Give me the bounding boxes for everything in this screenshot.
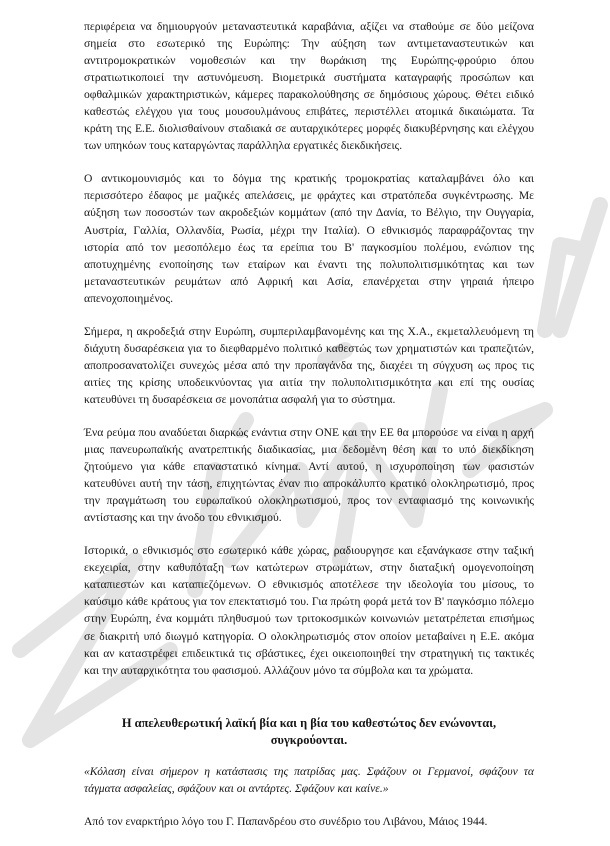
document-body	[84, 18, 534, 846]
paragraph-3: Σήμερα, η ακροδεξιά στην Ευρώπη, συμπεριλαμβανομένης και της Χ.Α., εκμεταλλευόμενη τη διάχυτη δυσαρέσκεια για το διεφθαρμένο πολιτικό καθεστώς των χρηματιστών και τραπεζιτών, αποπροσανατολίζει συνεχώς μέσα από την προπαγάνδα της, διαχέει τη σύγχυση ως προς τις αιτίες της κρίσης υποδεικνύοντας για αιτία την πολυπολιτισμικότητα και επί της ουσίας κατευθύνει τη δυσαρέσκεια σε μονοπάτια ασφαλή για το σύστημα.	[84, 324, 534, 406]
heading-line-2: συγκρούονται.	[270, 732, 348, 747]
paragraph-1: περιφέρεια να δημιουργούν μεταναστευτικά καραβάνια, αξίζει να σταθούμε σε δύο μείζονα σημεία στο εσωτερικό της Ευρώπης: Την αύξηση των αντιμεταναστευτικών και αντιτρομοκρατικών νομοθεσιών και την θωράκιση της Ευρώπης-φρούριο όπου στρατιωτικοποιεί την αστυνόμευση. Βιομετρικά συστήματα καταγραφής προσώπων και οφθαλμικών χαρακτηριστικών, κάμερες παρακολούθησης σε δημόσιους χώρους. Θέτει ειδικό καθεστώς ελέγχου για τους μουσουλμάνους επιβάτες, περιστέλλει ατομικά δικαιώματα. Τα κράτη της Ε.Ε. διολισθαίνουν σταδιακά σε αυταρχικότερες μορφές διακυβέρνησης και ελέγχου των υπηκόων τους καταργώντας παράλληλα εργατικές διεκδικήσεις.	[84, 20, 534, 153]
section-heading	[84, 715, 534, 749]
paragraph-4: Ένα ρεύμα που αναδύεται διαρκώς ενάντια στην ΟΝΕ και την ΕΕ θα μπορούσε να είναι η αρχή μιας πανευρωπαϊκής ανατρεπτικής διαδικασίας, μια δεδομένη θέση και το υπό διεκδίκηση ζητούμενο για κάθε επαναστατικό κίνημα. Αντί αυτού, η ισχυροποίηση των φασιστών κατευθύνει αυτή την τάση, επιχητώντας έναν πιο απροκάλυπτο κρατικό ολοκληρωτισμό, προς την πραγμάτωση του ευρωπαϊκού ολοκληρωτισμού, προς τον ενταφιασμό της κοινωνικής αντίστασης και την άνοδο του εθνικισμού.	[84, 425, 534, 525]
heading-line-1: Η απελευθερωτική λαϊκή βία και η βία του καθεστώτος δεν ενώνονται,	[121, 715, 497, 730]
quote-text: «Κόλαση είναι σήμερον η κατάστασις της πατρίδας μας. Σφάζουν οι Γερμανοί, σφάζουν τα τάγματα ασφαλείας, σφάζουν και οι αντάρτες. Σφάζουν και καίνε.»	[84, 764, 534, 795]
quote-source: Από τον εναρκτήριο λόγο του Γ. Παπανδρέου στο συνέδριο του Λιβάνου, Μάιος 1944.	[84, 814, 488, 828]
paragraph-2: Ο αντικομουνισμός και το δόγμα της κρατικής τρομοκρατίας καταλαμβάνει όλο και περισσότερο έδαφος με μαζικές απελάσεις, με φράχτες και στρατόπεδα συγκέντρωσης. Με αύξηση των ποσοστών των ακροδεξιών κομμάτων (από την Δανία, το Βέλγιο, την Ουγγαρία, Αυστρία, Γαλλία, Ολλανδία, Ρωσία, μέχρι την Ιταλία). Ο εθνικισμός παραφράζοντας την ιστορία από τον μεσοπόλεμο έως τα ερείπια του Β' παγκοσμίου πολέμου, ενώπιον της αποτυχημένης ενοποίησης των εταίρων και έναντι της πολυπολιτισμικότητας και των μεταναστευτικών ρευμάτων από Αφρική και Ασία, επανέρχεται στην γηραιά ήπειρο απενοχοποιημένος.	[84, 172, 534, 305]
paragraph-5: Ιστορικά, ο εθνικισμός στο εσωτερικό κάθε χώρας, ραδιουργησε και εξανάγκασε στην ταξική εκεχειρία, στην καθυπόταξη των κατώτερων στρωμάτων, στην διαταξική ομογενοποίηση καταπιεστών και καταπιεζόμενων. Ο εθνικισμός αποτέλεσε την ιδεολογία του μίσους, το καύσιμο κάθε κράτους για τον επεκτατισμό του. Για πρώτη φορά μετά τον Β' παγκόσμιο πόλεμο στην Ευρώπη, ένα κομμάτι πληθυσμού των τριτοκοσμικών κοινωνιών μετατρέπεται επισήμως σε διακριτή υπό διωγμό κατηγορία. Ο ολοκληρωτισμός στον οποίον μεταβαίνει η Ε.Ε. ακόμα και αν καταστρέφει επιδεικτικά τις σβάστικες, έχει οικειοποιηθεί την στρατηγική τις τακτικές και την αυταρχικότητα του φασισμού. Αλλάζουν μόνο τα σύμβολα και τα χρώματα.	[84, 544, 534, 677]
